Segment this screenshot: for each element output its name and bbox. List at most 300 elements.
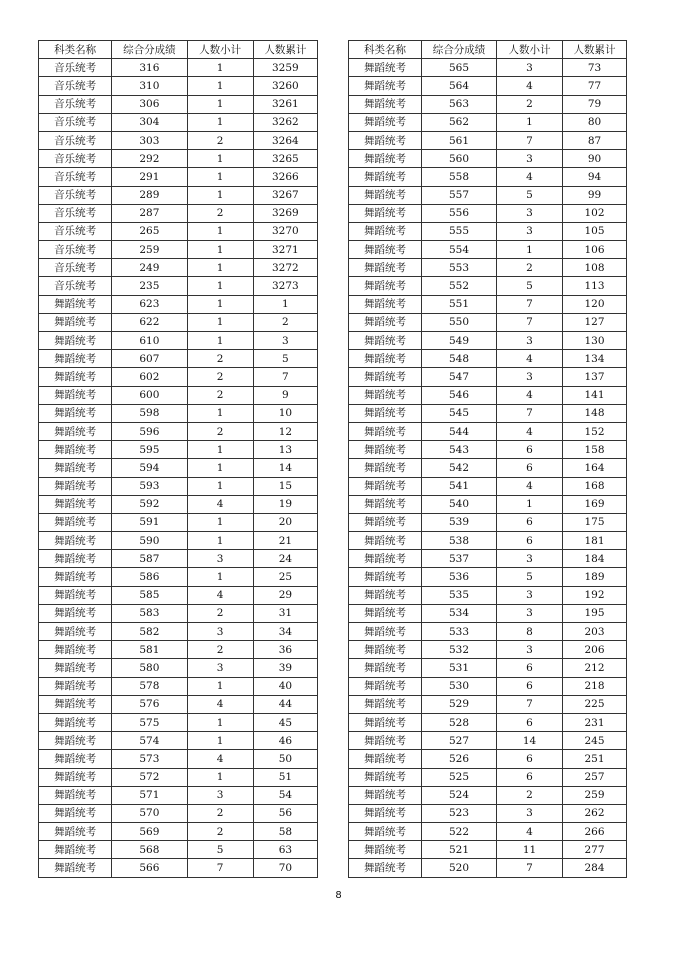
cell-subject: 舞蹈统考 [349,404,422,422]
cell-subject: 音乐统考 [39,168,112,186]
table-row [39,513,318,531]
cell-cumulative: 130 [563,332,627,350]
cell-count: 2 [497,95,563,113]
cell-count: 1 [187,77,253,95]
table-row [349,823,627,841]
cell-cumulative: 2 [253,313,317,331]
table-row [349,277,627,295]
cell-score: 549 [422,332,497,350]
cell-score: 544 [422,422,497,440]
cell-score: 571 [112,786,187,804]
cell-subject: 舞蹈统考 [349,659,422,677]
table-row [349,586,627,604]
cell-subject: 舞蹈统考 [39,532,112,550]
cell-subject: 舞蹈统考 [39,441,112,459]
cell-score: 596 [112,422,187,440]
cell-cumulative: 20 [253,513,317,531]
cell-count: 6 [497,459,563,477]
cell-count: 6 [497,513,563,531]
cell-score: 562 [422,113,497,131]
table-row [349,477,627,495]
table-row [39,222,318,240]
cell-cumulative: 94 [563,168,627,186]
cell-count: 1 [187,168,253,186]
cell-count: 6 [497,441,563,459]
cell-cumulative: 3266 [253,168,317,186]
cell-count: 3 [497,586,563,604]
table-row [349,641,627,659]
cell-count: 6 [497,768,563,786]
cell-subject: 舞蹈统考 [349,604,422,622]
cell-count: 7 [497,131,563,149]
cell-subject: 舞蹈统考 [349,532,422,550]
cell-count: 1 [187,532,253,550]
table-row [39,404,318,422]
cell-subject: 舞蹈统考 [39,513,112,531]
cell-score: 235 [112,277,187,295]
cell-subject: 音乐统考 [39,222,112,240]
table-row [349,659,627,677]
table-row [349,732,627,750]
table-row [39,332,318,350]
cell-subject: 舞蹈统考 [39,477,112,495]
table-row [349,532,627,550]
cell-score: 525 [422,768,497,786]
cell-subject: 音乐统考 [39,186,112,204]
cell-score: 560 [422,150,497,168]
cell-score: 610 [112,332,187,350]
cell-count: 1 [187,459,253,477]
cell-subject: 舞蹈统考 [349,713,422,731]
cell-subject: 舞蹈统考 [39,350,112,368]
cell-cumulative: 31 [253,604,317,622]
cell-count: 3 [497,368,563,386]
cell-subject: 音乐统考 [39,95,112,113]
cell-score: 623 [112,295,187,313]
cell-subject: 舞蹈统考 [349,295,422,313]
cell-score: 538 [422,532,497,550]
score-table-right [348,40,627,878]
cell-count: 7 [497,313,563,331]
cell-count: 5 [497,186,563,204]
cell-count: 1 [187,713,253,731]
cell-subject: 舞蹈统考 [349,459,422,477]
cell-cumulative: 3261 [253,95,317,113]
cell-score: 259 [112,241,187,259]
table-row [39,113,318,131]
table-row [39,641,318,659]
cell-score: 561 [422,131,497,149]
cell-count: 3 [497,59,563,77]
cell-score: 576 [112,695,187,713]
cell-cumulative: 257 [563,768,627,786]
cell-cumulative: 102 [563,204,627,222]
cell-subject: 舞蹈统考 [39,404,112,422]
cell-cumulative: 195 [563,604,627,622]
cell-count: 4 [187,495,253,513]
cell-count: 4 [497,77,563,95]
cell-subject: 音乐统考 [39,204,112,222]
cell-score: 556 [422,204,497,222]
table-row [349,241,627,259]
table-row [39,168,318,186]
cell-cumulative: 189 [563,568,627,586]
cell-subject: 舞蹈统考 [349,332,422,350]
cell-cumulative: 169 [563,495,627,513]
cell-cumulative: 3267 [253,186,317,204]
cell-score: 536 [422,568,497,586]
cell-count: 3 [497,332,563,350]
cell-subject: 音乐统考 [39,113,112,131]
table-row [39,823,318,841]
cell-score: 546 [422,386,497,404]
header-subject: 科类名称 [39,41,112,59]
cell-cumulative: 14 [253,459,317,477]
score-table-left [38,40,318,878]
cell-count: 4 [497,350,563,368]
cell-cumulative: 19 [253,495,317,513]
cell-score: 291 [112,168,187,186]
cell-subject: 舞蹈统考 [39,295,112,313]
table-row [39,368,318,386]
cell-count: 1 [187,95,253,113]
cell-cumulative: 29 [253,586,317,604]
table-row [349,168,627,186]
cell-cumulative: 3270 [253,222,317,240]
cell-score: 529 [422,695,497,713]
table-row [349,623,627,641]
cell-score: 543 [422,441,497,459]
cell-score: 592 [112,495,187,513]
cell-count: 3 [187,786,253,804]
cell-subject: 舞蹈统考 [39,386,112,404]
cell-subject: 舞蹈统考 [39,841,112,859]
cell-score: 550 [422,313,497,331]
cell-cumulative: 134 [563,350,627,368]
cell-subject: 舞蹈统考 [39,623,112,641]
cell-count: 1 [497,113,563,131]
cell-score: 521 [422,841,497,859]
cell-score: 540 [422,495,497,513]
table-row [349,150,627,168]
cell-count: 2 [497,786,563,804]
cell-count: 3 [187,550,253,568]
table-row [39,295,318,313]
cell-subject: 舞蹈统考 [349,750,422,768]
table-row [349,350,627,368]
cell-subject: 舞蹈统考 [39,859,112,877]
cell-cumulative: 25 [253,568,317,586]
cell-cumulative: 3272 [253,259,317,277]
cell-cumulative: 245 [563,732,627,750]
cell-subject: 音乐统考 [39,259,112,277]
table-row [349,695,627,713]
cell-cumulative: 15 [253,477,317,495]
table-row [349,77,627,95]
cell-cumulative: 3260 [253,77,317,95]
table-row [39,804,318,822]
cell-cumulative: 127 [563,313,627,331]
cell-subject: 舞蹈统考 [349,513,422,531]
header-score: 综合分成绩 [112,41,187,59]
cell-count: 2 [187,604,253,622]
cell-count: 6 [497,659,563,677]
cell-count: 7 [497,859,563,877]
cell-cumulative: 284 [563,859,627,877]
cell-count: 1 [187,295,253,313]
cell-cumulative: 9 [253,386,317,404]
cell-count: 7 [187,859,253,877]
table-row [39,313,318,331]
table-row [39,604,318,622]
cell-count: 7 [497,695,563,713]
cell-score: 316 [112,59,187,77]
cell-subject: 舞蹈统考 [39,804,112,822]
cell-cumulative: 168 [563,477,627,495]
table-row [39,713,318,731]
cell-subject: 舞蹈统考 [39,332,112,350]
cell-score: 527 [422,732,497,750]
cell-subject: 舞蹈统考 [39,495,112,513]
cell-subject: 舞蹈统考 [349,841,422,859]
cell-subject: 舞蹈统考 [39,786,112,804]
table-row [39,459,318,477]
cell-cumulative: 203 [563,623,627,641]
cell-cumulative: 105 [563,222,627,240]
cell-count: 4 [497,823,563,841]
cell-count: 2 [187,204,253,222]
cell-cumulative: 3259 [253,59,317,77]
cell-count: 2 [187,804,253,822]
table-row [349,386,627,404]
table-row [349,495,627,513]
cell-score: 552 [422,277,497,295]
cell-subject: 舞蹈统考 [349,168,422,186]
cell-subject: 舞蹈统考 [349,695,422,713]
cell-cumulative: 266 [563,823,627,841]
table-row [349,131,627,149]
cell-subject: 舞蹈统考 [349,568,422,586]
cell-score: 306 [112,95,187,113]
table-row [349,441,627,459]
table-row [39,150,318,168]
cell-count: 3 [497,804,563,822]
header-cumulative: 人数累计 [253,41,317,59]
cell-subject: 音乐统考 [39,277,112,295]
cell-subject: 舞蹈统考 [39,586,112,604]
cell-count: 6 [497,532,563,550]
header-count: 人数小计 [187,41,253,59]
table-row [39,532,318,550]
table-row [39,750,318,768]
cell-score: 557 [422,186,497,204]
cell-subject: 舞蹈统考 [349,823,422,841]
cell-cumulative: 106 [563,241,627,259]
cell-count: 6 [497,750,563,768]
cell-cumulative: 36 [253,641,317,659]
cell-subject: 舞蹈统考 [349,804,422,822]
cell-score: 548 [422,350,497,368]
table-row [349,768,627,786]
cell-count: 5 [187,841,253,859]
cell-score: 582 [112,623,187,641]
table-row [39,77,318,95]
cell-count: 1 [187,732,253,750]
cell-subject: 舞蹈统考 [39,677,112,695]
cell-cumulative: 3262 [253,113,317,131]
cell-subject: 舞蹈统考 [39,604,112,622]
cell-cumulative: 120 [563,295,627,313]
cell-count: 3 [497,641,563,659]
page-number: 8 [335,890,342,901]
cell-subject: 音乐统考 [39,59,112,77]
cell-subject: 舞蹈统考 [349,441,422,459]
table-row [349,513,627,531]
cell-count: 1 [497,241,563,259]
cell-score: 622 [112,313,187,331]
cell-cumulative: 40 [253,677,317,695]
cell-score: 551 [422,295,497,313]
cell-cumulative: 34 [253,623,317,641]
cell-score: 528 [422,713,497,731]
cell-count: 3 [497,604,563,622]
table-row [39,59,318,77]
cell-cumulative: 51 [253,768,317,786]
cell-subject: 舞蹈统考 [39,713,112,731]
cell-subject: 舞蹈统考 [39,823,112,841]
table-row [39,422,318,440]
cell-subject: 音乐统考 [39,150,112,168]
cell-count: 5 [497,277,563,295]
table-row [39,259,318,277]
cell-score: 304 [112,113,187,131]
table-row [39,677,318,695]
cell-cumulative: 56 [253,804,317,822]
cell-count: 3 [497,222,563,240]
cell-cumulative: 184 [563,550,627,568]
table-row [349,222,627,240]
cell-score: 585 [112,586,187,604]
table-row [349,59,627,77]
cell-count: 4 [187,750,253,768]
cell-cumulative: 3271 [253,241,317,259]
header-cumulative: 人数累计 [563,41,627,59]
cell-subject: 音乐统考 [39,241,112,259]
cell-subject: 舞蹈统考 [349,495,422,513]
cell-cumulative: 3273 [253,277,317,295]
table-row [39,568,318,586]
cell-cumulative: 24 [253,550,317,568]
cell-cumulative: 218 [563,677,627,695]
table-row [39,204,318,222]
cell-subject: 舞蹈统考 [349,768,422,786]
cell-count: 4 [497,386,563,404]
cell-subject: 舞蹈统考 [349,150,422,168]
cell-score: 547 [422,368,497,386]
table-row [39,477,318,495]
cell-score: 595 [112,441,187,459]
cell-count: 3 [497,204,563,222]
cell-cumulative: 141 [563,386,627,404]
table-row [349,459,627,477]
cell-cumulative: 277 [563,841,627,859]
cell-score: 574 [112,732,187,750]
cell-count: 1 [187,477,253,495]
table-row [349,550,627,568]
cell-score: 590 [112,532,187,550]
cell-score: 578 [112,677,187,695]
table-row [349,332,627,350]
cell-cumulative: 63 [253,841,317,859]
cell-score: 287 [112,204,187,222]
cell-cumulative: 262 [563,804,627,822]
cell-count: 1 [187,59,253,77]
table-row [349,95,627,113]
cell-score: 593 [112,477,187,495]
cell-count: 7 [497,295,563,313]
table-row [39,241,318,259]
cell-score: 541 [422,477,497,495]
cell-count: 3 [187,659,253,677]
table-row [349,841,627,859]
cell-cumulative: 58 [253,823,317,841]
cell-score: 289 [112,186,187,204]
cell-subject: 舞蹈统考 [349,732,422,750]
cell-subject: 舞蹈统考 [349,786,422,804]
table-row [39,859,318,877]
cell-cumulative: 212 [563,659,627,677]
cell-subject: 舞蹈统考 [349,59,422,77]
cell-cumulative: 90 [563,150,627,168]
cell-score: 598 [112,404,187,422]
table-row [349,259,627,277]
cell-count: 3 [497,550,563,568]
cell-score: 607 [112,350,187,368]
cell-count: 2 [187,641,253,659]
cell-subject: 舞蹈统考 [349,550,422,568]
table-header-row [39,41,318,59]
cell-score: 572 [112,768,187,786]
cell-subject: 舞蹈统考 [39,695,112,713]
cell-count: 4 [187,695,253,713]
cell-score: 530 [422,677,497,695]
cell-subject: 舞蹈统考 [349,586,422,604]
cell-cumulative: 192 [563,586,627,604]
cell-count: 4 [497,422,563,440]
cell-score: 594 [112,459,187,477]
cell-subject: 舞蹈统考 [349,350,422,368]
cell-count: 5 [497,568,563,586]
cell-cumulative: 175 [563,513,627,531]
table-row [39,550,318,568]
cell-cumulative: 13 [253,441,317,459]
cell-count: 2 [497,259,563,277]
cell-subject: 舞蹈统考 [39,313,112,331]
cell-cumulative: 21 [253,532,317,550]
cell-subject: 舞蹈统考 [349,641,422,659]
cell-score: 566 [112,859,187,877]
cell-score: 575 [112,713,187,731]
table-row [349,368,627,386]
cell-score: 524 [422,786,497,804]
cell-cumulative: 87 [563,131,627,149]
cell-cumulative: 3 [253,332,317,350]
table-row [39,659,318,677]
table-row [39,841,318,859]
cell-score: 600 [112,386,187,404]
cell-count: 3 [187,623,253,641]
cell-cumulative: 148 [563,404,627,422]
